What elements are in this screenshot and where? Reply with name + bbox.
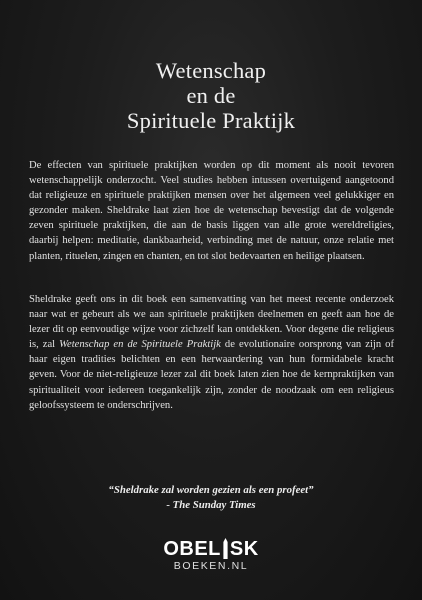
publisher-logo-wordmark [163, 538, 258, 559]
title-line-1: Wetenschap [155, 58, 267, 83]
blurb-paragraph-1: De effecten van spirituele praktijken worden op dit moment als nooit tevoren wetenschappelijk onderzocht. Veel studies hebben intussen overtuigend aangetoond dat religieuze en spirituele praktijken mensen over het algemeen veel gelukkiger en gezonder maken. Sheldrake laat zien hoe de wetenschap bevestigt dat de volgende zeven spirituele praktijken, die aan de basis liggen van alle grote wereldreligies, daarbij helpen: meditatie, dankbaarheid, verbinding met de natuur, onze relatie met planten, rituelen, zingen en chanten, en tot slot bedevaarten en heilige plaatsen. [29, 160, 394, 262]
book-title-italic: Wetenschap en de Spirituele Praktijk [59, 339, 221, 351]
review-quote [0, 483, 422, 513]
blurb-paragraph-2-text-b: de evolutionaire oorsprong van zijn of haar eigen tradities belichten en een herwaardering van hun formidabele kracht geven. Voor de niet-religieuze lezer zal dit boek laten zien hoe de kernpraktijken van spiritualiteit voor iedereen toegankelijk zijn, zonder de noodzaak om een religieus geloofssysteem te onderschrijven. [29, 339, 395, 411]
quote-source: - The Sunday Times [166, 499, 256, 511]
obelisk-tower-icon [222, 538, 229, 559]
blurb-paragraph-2-text-a: Sheldrake geeft ons in dit boek een samenvatting van het meest recente onderzoek naar wat er gebeurt als we aan spirituele praktijken deelnemen en geeft aan hoe de lezer dit op eenvoudige wijze voor zichzelf kan ontdekken. Voor degene die religieus is, zal [29, 294, 394, 351]
blurb-paragraph-2 [29, 292, 394, 413]
logo-text-right: SK [229, 538, 259, 560]
book-title [0, 58, 422, 133]
logo-text-left: OBEL [163, 538, 221, 560]
quote-text: “Sheldrake zal worden gezien als een profeet” [108, 484, 314, 496]
title-line-3: Spirituele Praktijk [126, 108, 296, 133]
publisher-website: BOEKEN.NL [173, 560, 249, 572]
title-line-2: en de [186, 83, 236, 108]
publisher-logo [0, 538, 422, 572]
